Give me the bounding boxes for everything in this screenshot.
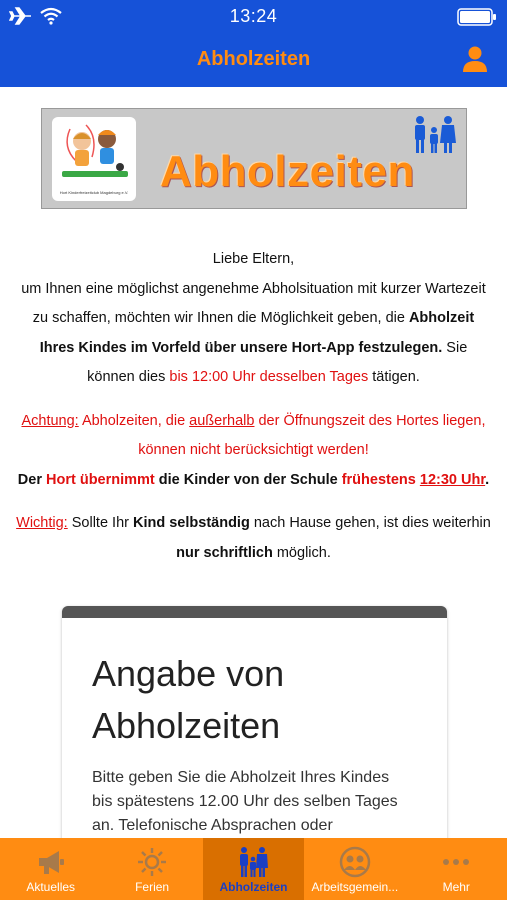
tab-label: Arbeitsgemein...	[311, 880, 399, 894]
banner-title: Abholzeiten	[160, 147, 415, 196]
greeting: Liebe Eltern,	[212, 251, 295, 267]
tab-arbeitsgemeinschaften[interactable]	[304, 838, 405, 900]
tab-ferien[interactable]	[101, 838, 202, 900]
tab-label: Abholzeiten	[219, 880, 288, 894]
important-paragraph: Wichtig: Sollte Ihr Kind selbständig nach Hause gehen, ist dies weiterhin nur schriftlich möglich.	[16, 515, 491, 561]
group-icon	[339, 846, 371, 878]
page-title: Abholzeiten	[196, 48, 311, 70]
intro-paragraph: um Ihnen eine möglichst angenehme Abholsituation mit kurzer Wartezeit zu schaffen, möchten wir Ihnen die Möglichkeit geben, die Abholzeit Ihres Kindes im Vorfeld über unsere Hort-App festzulegen. Sie können dies bis 12:00 Uhr desselben Tages tätigen.	[21, 280, 486, 385]
logo-text: Hort Kinderfreizeitclub Magdeburg e.V.	[59, 190, 129, 195]
children-illustration	[52, 117, 136, 187]
tab-aktuelles[interactable]	[0, 838, 101, 900]
family-icon	[410, 115, 458, 155]
sun-icon	[136, 846, 168, 878]
tab-label: Mehr	[442, 880, 470, 894]
more-icon	[440, 846, 472, 878]
battery-icon	[457, 8, 497, 26]
user-icon[interactable]	[461, 45, 489, 73]
tab-label: Ferien	[135, 880, 170, 894]
tab-mehr[interactable]	[406, 838, 507, 900]
family-icon	[237, 846, 269, 878]
hort-logo	[52, 117, 136, 201]
important-label: Wichtig:	[16, 515, 68, 531]
tab-label: Aktuelles	[26, 880, 76, 894]
warning-paragraph: Achtung: Abholzeiten, die außerhalb der Öffnungszeit des Hortes liegen, können nicht berücksichtigt werden!	[21, 412, 486, 458]
status-bar	[0, 0, 507, 34]
tab-abholzeiten[interactable]	[203, 838, 304, 900]
pickup-paragraph: Der Hort übernimmt die Kinder von der Schule frühestens 12:30 Uhr.	[17, 471, 490, 488]
warning-label: Achtung:	[21, 412, 79, 429]
status-time: 13:24	[229, 6, 278, 26]
banner	[41, 108, 467, 209]
top-bar	[0, 0, 507, 87]
form-description: Bitte geben Sie die Abholzeit Ihres Kindes bis spätestens 12.00 Uhr des selben Tages an. Telefonische Absprachen oder	[92, 769, 398, 834]
form-title: Angabe von Abholzeiten	[92, 653, 285, 746]
tab-bar	[0, 838, 507, 900]
intro-text	[14, 245, 493, 568]
content-area[interactable]	[0, 87, 507, 838]
megaphone-icon	[35, 846, 67, 878]
pickup-form-card[interactable]	[62, 606, 447, 838]
